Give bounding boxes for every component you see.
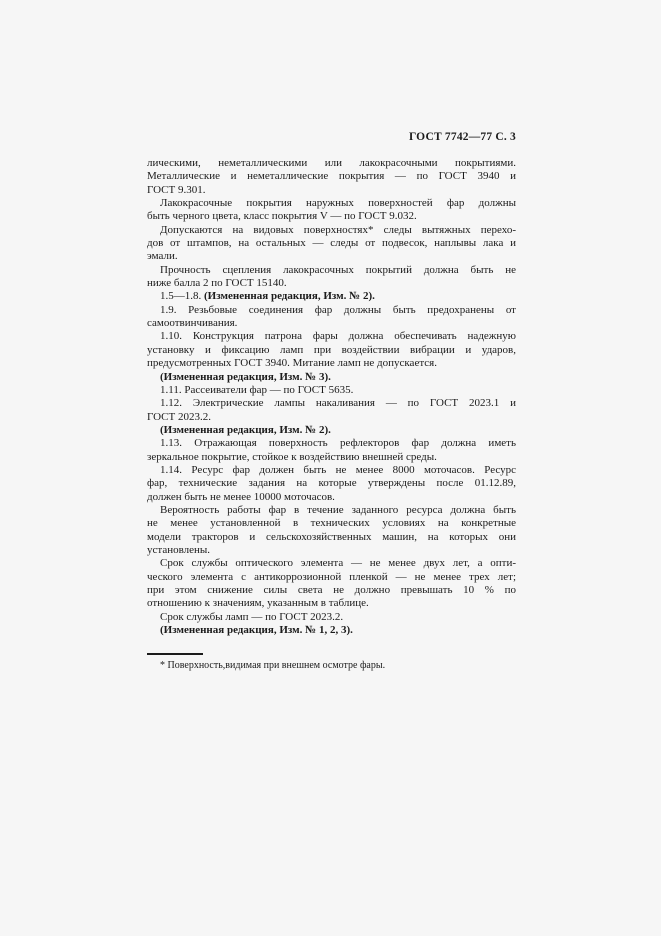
text-segment: 1.9. Резьбовые соединения фар должны быть предохранены от (160, 303, 516, 316)
text-segment: 1.11. Рассеиватели фар — по ГОСТ 5635. (160, 383, 354, 396)
text-line (147, 290, 516, 303)
text-line (147, 597, 516, 610)
text-line (147, 224, 516, 237)
text-line (147, 357, 516, 370)
text-line (147, 517, 516, 530)
text-segment: быть черного цвета, класс покрытия V — по ГОСТ 9.032. (147, 210, 417, 223)
text-segment: фар, технические задания на которые утверждены после 01.12.89, (147, 477, 516, 490)
text-segment: установку и фиксацию ламп при воздействии вибрации и ударов, (147, 343, 516, 356)
text-line (147, 210, 516, 223)
bold-text-segment: (Измененная редакция, Изм. № 2). (160, 423, 331, 436)
text-line (147, 557, 516, 570)
text-segment: 1.14. Ресурс фар должен быть не менее 8000 моточасов. Ресурс (160, 463, 516, 476)
text-line (147, 464, 516, 477)
text-segment: Допускаются на видовых поверхностях* следы вытяжных перехо- (160, 223, 516, 236)
text-line (147, 397, 516, 410)
text-segment: лическими, неметаллическими или лакокрасочными покрытиями. (147, 157, 516, 169)
text-segment: 1.5—1.8. (160, 290, 204, 303)
footnote-text: * Поверхность,видимая при внешнем осмотре фары. (160, 660, 386, 671)
text-line (147, 411, 516, 424)
text-segment: дов от штампов, на остальных — следы от подвесок, наплывы лака и (147, 237, 516, 250)
footnote (147, 653, 516, 672)
text-line (147, 504, 516, 517)
text-segment: Срок службы оптического элемента — не менее двух лет, а опти- (160, 557, 516, 570)
text-segment: при этом снижение силы света не должно превышать 10 % по (147, 584, 516, 596)
text-line (147, 544, 516, 557)
text-segment: ГОСТ 9.301. (147, 183, 206, 196)
bold-text-segment: (Измененная редакция, Изм. № 3). (160, 370, 331, 383)
text-line (147, 371, 516, 384)
text-segment: самоотвинчивания. (147, 317, 238, 330)
text-line (147, 451, 516, 464)
text-segment: зеркальное покрытие, стойкое к воздействию внешней среды. (147, 450, 437, 463)
text-line (147, 197, 516, 210)
text-segment: Вероятность работы фар в течение заданного ресурса должна быть (160, 503, 516, 516)
text-line (147, 237, 516, 250)
bold-text-segment: (Измененная редакция, Изм. № 2). (204, 290, 375, 303)
text-segment: Срок службы ламп — по ГОСТ 2023.2. (160, 610, 344, 623)
page-header: ГОСТ 7742—77 С. 3 (408, 131, 516, 143)
text-line (147, 437, 516, 450)
text-line (147, 317, 516, 330)
text-segment: 1.10. Конструкция патрона фары должна обеспечивать надежную (160, 330, 516, 343)
text-line (147, 571, 516, 584)
text-segment: предусмотренных ГОСТ 3940. Митание ламп не допускается. (147, 357, 437, 370)
text-line (147, 424, 516, 437)
document-body (147, 157, 516, 637)
text-line (147, 384, 516, 397)
text-line (147, 477, 516, 490)
text-line (147, 531, 516, 544)
text-segment: Лакокрасочные покрытия наружных поверхностей фар должны (160, 197, 516, 210)
text-segment: 1.12. Электрические лампы накаливания — по ГОСТ 2023.1 и (160, 397, 516, 410)
text-line (147, 491, 516, 504)
text-segment: установлены. (147, 543, 211, 556)
bold-text-segment: (Измененная редакция, Изм. № 1, 2, 3). (160, 624, 353, 637)
text-line (147, 277, 516, 290)
text-segment: 1.13. Отражающая поверхность рефлекторов фар должна иметь (160, 437, 516, 450)
text-line (147, 170, 516, 183)
text-line (147, 184, 516, 197)
text-line (147, 624, 516, 637)
text-line (147, 304, 516, 317)
text-segment: ГОСТ 2023.2. (147, 410, 211, 423)
text-segment: модели тракторов и сельскохозяйственных машин, на которых они (147, 530, 516, 543)
footnote-rule (147, 653, 203, 655)
text-line (147, 330, 516, 343)
text-segment: Металлические и неметаллические покрытия — по ГОСТ 3940 и (147, 170, 516, 183)
text-segment: ческого элемента с антикоррозионной пленкой — не менее трех лет; (147, 570, 516, 583)
text-line (147, 264, 516, 277)
text-line (147, 344, 516, 357)
text-segment: не менее установленной в технических условиях на конкретные (147, 517, 516, 530)
text-line (147, 584, 516, 597)
text-segment: эмали. (147, 250, 178, 263)
text-segment: должен быть не менее 10000 моточасов. (147, 490, 335, 503)
text-segment: отношению к значениям, указанным в таблице. (147, 597, 369, 610)
text-segment: Прочность сцепления лакокрасочных покрытий должна быть не (160, 263, 516, 276)
text-line (147, 250, 516, 263)
text-line (147, 611, 516, 624)
text-line (147, 157, 516, 170)
text-segment: ниже балла 2 по ГОСТ 15140. (147, 277, 287, 290)
